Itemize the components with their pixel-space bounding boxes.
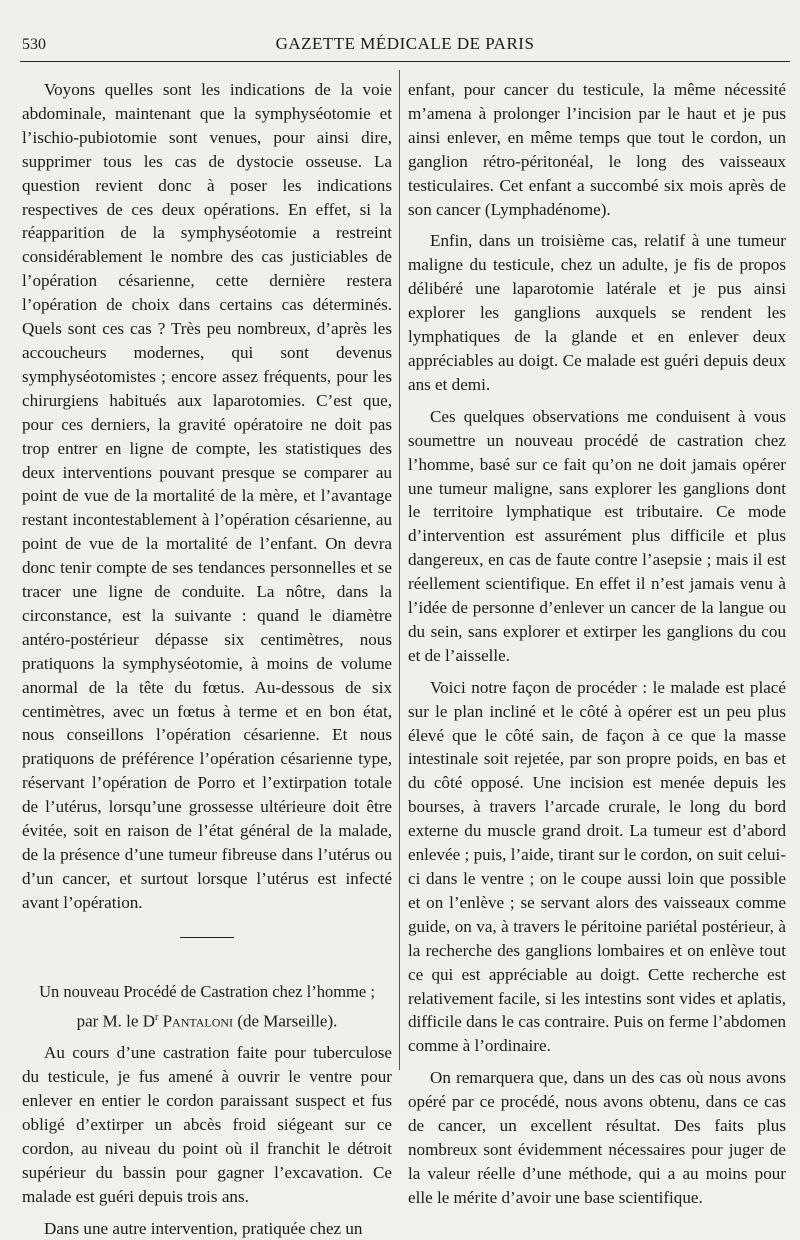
column-divider bbox=[399, 70, 400, 1070]
byline-sup: r bbox=[154, 1011, 159, 1023]
paragraph-tuberculose: Au cours d’une castration faite pour tuberculose du testicule, je fus amené à ouvrir le ventre pour enlever en entier le cordon paraissant suspect et fus obligé d’extirper un abcès froid siégeant sur ce cordon, au niveau du point où il franchit le détroit supérieur du bassin pour gagner l’excavation. Ce malade est guéri depuis trois ans. bbox=[22, 1043, 392, 1206]
page-header bbox=[20, 30, 790, 60]
byline-author: Pantaloni bbox=[162, 1011, 234, 1031]
byline-suffix: (de Marseille). bbox=[237, 1011, 338, 1031]
article-separator bbox=[180, 937, 234, 938]
left-column bbox=[22, 78, 392, 1240]
running-title: GAZETTE MÉDICALE DE PARIS bbox=[275, 34, 535, 53]
paragraph-facon-de-proceder: Voici notre façon de procéder : le malade est placé sur le plan incliné et le côté à opérer est un peu plus élevé que le côté sain, de façon à ce que la masse intestinale soit rejetée, par son propre poids, en bas et du côté opposé. Une incision est menée depuis les bourses, à travers l’arcade crurale, le long du bord externe du muscle grand droit. La tumeur est d’abord enlevée ; puis, l’aide, tirant sur le cordon, on suit celui-ci dans le ventre ; on le coupe aussi loin que possible et on l’enlève ; se servant alors des vaisseaux comme guide, on va, à travers le péritoine pariétal postérieur, à la recherche des ganglions lombaires et on enlève tout ce qui est appréciable au doigt. Cette recherche est relativement facile, si les intestins sont vides et aplatis, difficile dans le cas contraire. Puis on ferme l’abdomen comme à l’ordinaire. bbox=[408, 677, 786, 1056]
paragraph-remarque: On remarquera que, dans un des cas où nous avons opéré par ce procédé, nous avons obtenu, dans ce cas de cancer, un excellent résultat. Des faits plus nombreux sont évidemment nécessaires pour juger de la valeur réelle d’une méthode, qui a au moins pour elle le mérite d’avoir une base scientifique. bbox=[408, 1068, 786, 1207]
paragraph-nouveau-procede: Ces quelques observations me conduisent à vous soumettre un nouveau procédé de castration chez l’homme, basé sur ce fait qu’on ne doit jamais opérer une tumeur maligne, sans explorer les ganglions dont le territoire lymphatique est tributaire. Ce mode d’intervention est assurément plus difficile et plus dangereux, en cas de faute contre l’asepsie ; mais il est réellement scientifique. En effet il n’est jamais venu à l’idée de personne d’enlever un cancer de la langue ou du sein, sans explorer et extirper les ganglions du cou et de l’aisselle. bbox=[408, 406, 786, 665]
article-title: Un nouveau Procédé de Castration chez l’homme ; bbox=[39, 981, 375, 1001]
byline-prefix: par M. le D bbox=[76, 1011, 155, 1031]
paragraph-troisieme-cas: Enfin, dans un troisième cas, relatif à une tumeur maligne du testicule, chez un adulte, je fis de propos délibéré une laparotomie latérale et je pus ainsi explorer les ganglions auxquels se rendent les lymphatiques de la glande et en enlever deux appréciables au doigt. Ce malade est guéri depuis deux ans et demi. bbox=[408, 231, 786, 394]
right-column bbox=[408, 78, 786, 1210]
article-byline bbox=[22, 1006, 392, 1034]
header-rule bbox=[20, 61, 790, 62]
paragraph-indications: Voyons quelles sont les indications de la voie abdominale, maintenant que la symphyséotomie et l’ischio-pubiotomie sont venues, pour ainsi dire, supprimer tous les cas de dystocie osseuse. La question revient donc à poser les indications respectives de ces deux opérations. En effet, si la réapparition de la symphyséotomie a restreint considérablement le nombre des cas justiciables de l’opération césarienne, cette dernière restera l’opération de choix dans certains cas déterminés. Quels sont ces cas ? Très peu nombreux, d’après les accoucheurs modernes, qui sont devenus symphyséotomistes ; encore assez fréquents, pour les chirurgiens habitués aux laparotomies. C’est que, pour ces derniers, la gravité opératoire ne doit pas trop entrer en ligne de compte, les statistiques des deux interventions pouvant presque se comparer au point de vue de la mortalité de la mère, et l’avantage restant incontestablement à l’opération césarienne, au point de vue de la mortalité de l’enfant. On devra donc tenir compte de ses tendances personnelles et se tracer une ligne de conduite. La nôtre, dans la circonstance, est la suivante : quand le diamètre antéro-postérieur dépasse six centimètres, nous pratiquons la symphyséotomie, à moins de volume anormal de la tête du fœtus. Au-dessous de six centimètres, avec un fœtus à terme et en bon état, nous conseillons l’opération césarienne. Et nous pratiquons de préférence l’opération césarienne type, réservant l’opération de Porro et l’extirpation totale de l’utérus, lorsqu’une grossesse ultérieure doit être évitée, soit en raison de l’état général de la malade, de la présence d’une tumeur fibreuse dans l’utérus ou d’un cancer, et surtout lorsque l’utérus est infecté avant l’opération. bbox=[22, 80, 392, 912]
paragraph-autre-intervention: Dans une autre intervention, pratiquée chez un bbox=[44, 1218, 363, 1238]
page-number: 530 bbox=[22, 36, 46, 53]
paragraph-enfant-cancer: enfant, pour cancer du testicule, la même nécessité m’amena à prolonger l’incision par le haut et je pus ainsi enlever, en même temps que tout le cordon, un ganglion rétro-péritonéal, le long des vaisseaux testiculaires. Cet enfant a succombé six mois après de son cancer (Lymphadénome). bbox=[408, 80, 786, 219]
